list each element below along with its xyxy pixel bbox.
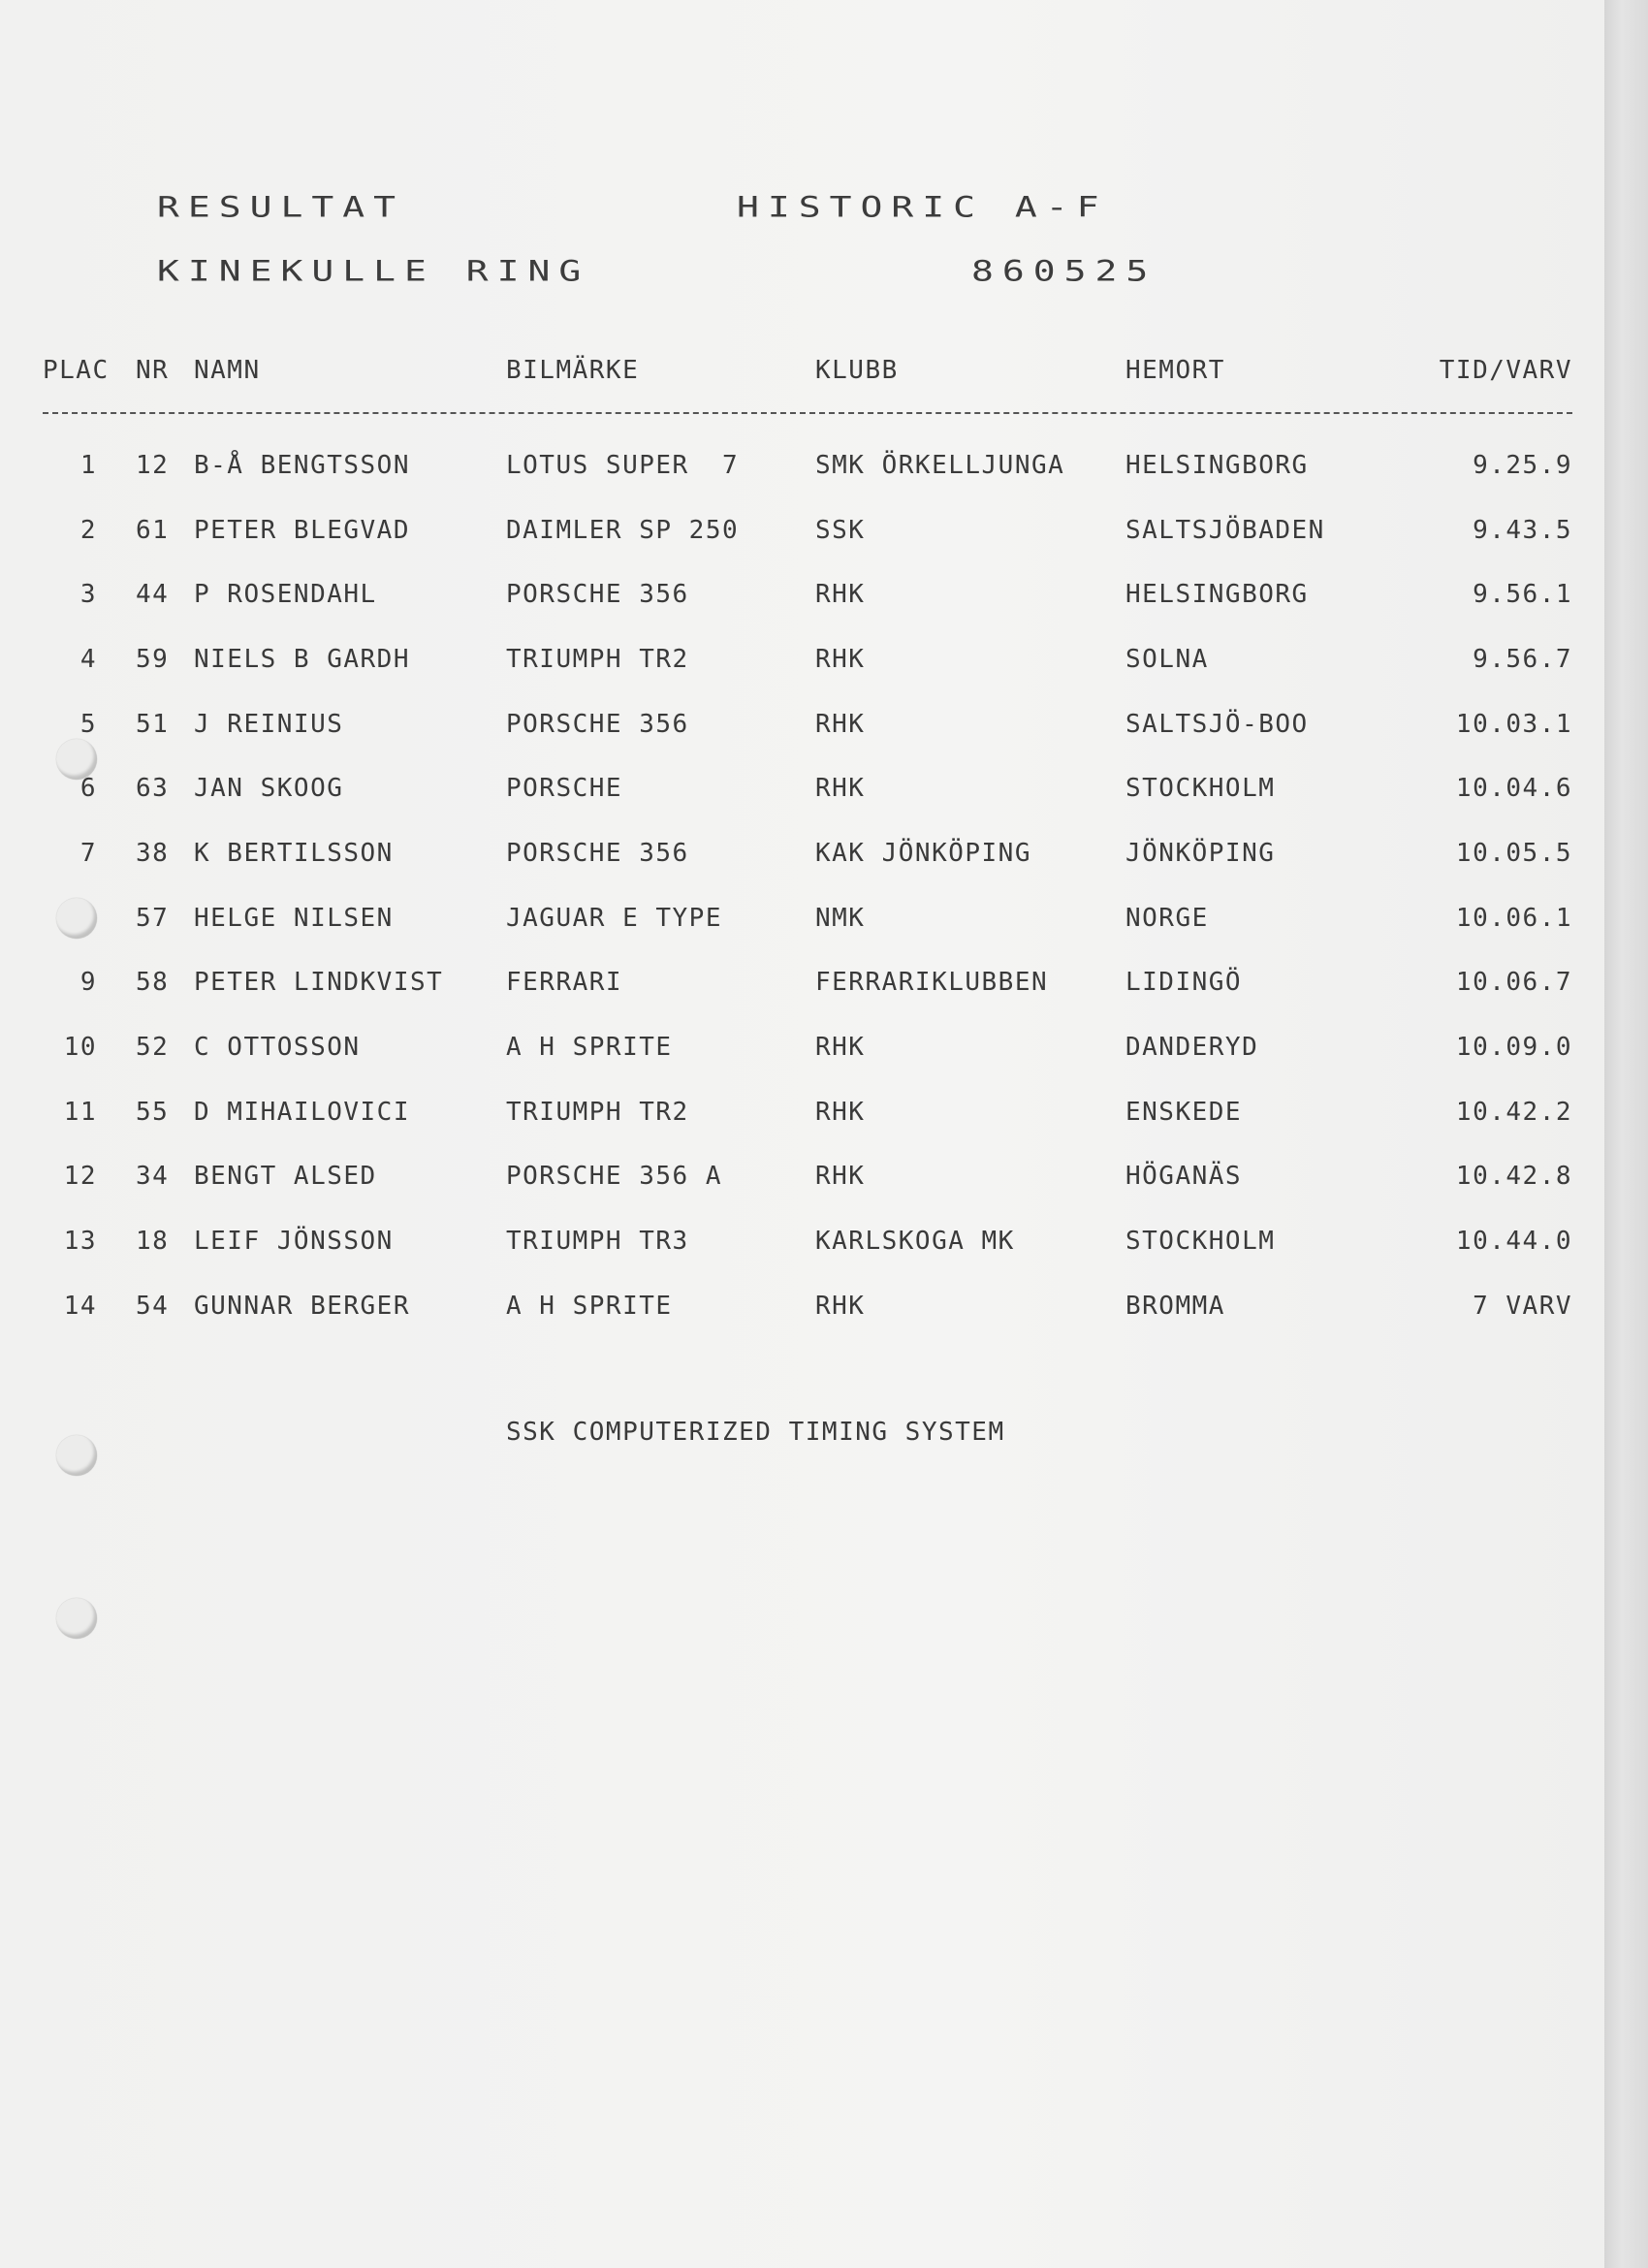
cell-klubb: KAK JÖNKÖPING bbox=[815, 839, 1031, 868]
cell-bilmarke: LOTUS SUPER 7 bbox=[506, 451, 740, 480]
header-plac: PLAC bbox=[43, 356, 110, 385]
cell-nr: 61 bbox=[136, 516, 170, 545]
punch-hole bbox=[56, 739, 97, 780]
cell-tid: 10.03.1 bbox=[1455, 710, 1572, 739]
table-row bbox=[0, 836, 1604, 875]
cell-namn: K BERTILSSON bbox=[194, 839, 394, 868]
table-row bbox=[0, 577, 1604, 616]
cell-plac: 5 bbox=[79, 710, 97, 739]
header-tid-varv: TID/VARV bbox=[1439, 356, 1572, 385]
header-bilmarke: BILMÄRKE bbox=[506, 356, 640, 385]
cell-namn: BENGT ALSED bbox=[194, 1162, 377, 1191]
cell-namn: J REINIUS bbox=[194, 710, 344, 739]
cell-klubb: RHK bbox=[815, 774, 866, 803]
header-divider bbox=[43, 412, 1572, 414]
cell-hemort: HELSINGBORG bbox=[1125, 580, 1309, 609]
cell-klubb: RHK bbox=[815, 710, 866, 739]
footer-text: SSK COMPUTERIZED TIMING SYSTEM bbox=[506, 1418, 1005, 1447]
title-date: 860525 bbox=[971, 254, 1157, 288]
cell-namn: P ROSENDAHL bbox=[194, 580, 377, 609]
cell-namn: HELGE NILSEN bbox=[194, 904, 394, 933]
cell-namn: LEIF JÖNSSON bbox=[194, 1227, 394, 1256]
cell-hemort: STOCKHOLM bbox=[1125, 774, 1276, 803]
cell-hemort: JÖNKÖPING bbox=[1125, 839, 1276, 868]
header-klubb: KLUBB bbox=[815, 356, 899, 385]
cell-klubb: KARLSKOGA MK bbox=[815, 1227, 1015, 1256]
cell-plac: 9 bbox=[79, 968, 97, 997]
table-row bbox=[0, 901, 1604, 940]
table-row bbox=[0, 1289, 1604, 1327]
cell-klubb: RHK bbox=[815, 580, 866, 609]
cell-bilmarke: PORSCHE bbox=[506, 774, 623, 803]
cell-nr: 58 bbox=[136, 968, 170, 997]
cell-hemort: HELSINGBORG bbox=[1125, 451, 1309, 480]
cell-nr: 38 bbox=[136, 839, 170, 868]
table-header bbox=[0, 353, 1604, 388]
cell-plac: 10 bbox=[63, 1033, 97, 1062]
table-row bbox=[0, 965, 1604, 1004]
cell-nr: 55 bbox=[136, 1098, 170, 1127]
cell-hemort: SOLNA bbox=[1125, 645, 1209, 674]
cell-bilmarke: JAGUAR E TYPE bbox=[506, 904, 722, 933]
cell-bilmarke: PORSCHE 356 A bbox=[506, 1162, 722, 1191]
cell-tid: 10.09.0 bbox=[1455, 1033, 1572, 1062]
table-row bbox=[0, 1030, 1604, 1069]
table-row bbox=[0, 707, 1604, 746]
cell-tid: 10.05.5 bbox=[1455, 839, 1572, 868]
cell-bilmarke: PORSCHE 356 bbox=[506, 839, 689, 868]
punch-hole bbox=[56, 1598, 97, 1639]
title-resultat: RESULTAT bbox=[157, 190, 405, 224]
scanner-background-edge bbox=[1604, 0, 1648, 2268]
cell-klubb: RHK bbox=[815, 1162, 866, 1191]
cell-tid: 10.06.7 bbox=[1455, 968, 1572, 997]
title-class: HISTORIC A-F bbox=[737, 190, 1108, 224]
cell-namn: D MIHAILOVICI bbox=[194, 1098, 410, 1127]
header-namn: NAMN bbox=[194, 356, 261, 385]
cell-nr: 18 bbox=[136, 1227, 170, 1256]
cell-plac: 13 bbox=[63, 1227, 97, 1256]
cell-klubb: RHK bbox=[815, 1033, 866, 1062]
cell-tid: 10.42.2 bbox=[1455, 1098, 1572, 1127]
table-row bbox=[0, 1095, 1604, 1134]
cell-nr: 52 bbox=[136, 1033, 170, 1062]
header-nr: NR bbox=[136, 356, 170, 385]
cell-tid: 10.04.6 bbox=[1455, 774, 1572, 803]
cell-nr: 51 bbox=[136, 710, 170, 739]
cell-nr: 44 bbox=[136, 580, 170, 609]
cell-nr: 34 bbox=[136, 1162, 170, 1191]
cell-bilmarke: FERRARI bbox=[506, 968, 623, 997]
table-row bbox=[0, 642, 1604, 681]
cell-plac: 7 bbox=[79, 839, 97, 868]
cell-tid: 10.44.0 bbox=[1455, 1227, 1572, 1256]
punch-hole bbox=[56, 1435, 97, 1476]
table-row bbox=[0, 771, 1604, 810]
cell-tid: 9.56.1 bbox=[1473, 580, 1572, 609]
cell-namn: JAN SKOOG bbox=[194, 774, 344, 803]
cell-hemort: SALTSJÖBADEN bbox=[1125, 516, 1325, 545]
cell-bilmarke: PORSCHE 356 bbox=[506, 710, 689, 739]
cell-plac: 4 bbox=[79, 645, 97, 674]
cell-namn: GUNNAR BERGER bbox=[194, 1292, 410, 1321]
cell-namn: PETER BLEGVAD bbox=[194, 516, 410, 545]
cell-tid: 7 VARV bbox=[1473, 1292, 1572, 1321]
cell-klubb: SSK bbox=[815, 516, 866, 545]
cell-tid: 10.42.8 bbox=[1455, 1162, 1572, 1191]
punch-hole bbox=[56, 898, 97, 939]
cell-plac: 6 bbox=[79, 774, 97, 803]
cell-bilmarke: A H SPRITE bbox=[506, 1033, 673, 1062]
cell-plac: 2 bbox=[79, 516, 97, 545]
cell-namn: C OTTOSSON bbox=[194, 1033, 361, 1062]
cell-hemort: BROMMA bbox=[1125, 1292, 1225, 1321]
cell-plac: 11 bbox=[63, 1098, 97, 1127]
title-track: KINEKULLE RING bbox=[157, 254, 590, 288]
cell-plac: 14 bbox=[63, 1292, 97, 1321]
cell-bilmarke: A H SPRITE bbox=[506, 1292, 673, 1321]
cell-hemort: LIDINGÖ bbox=[1125, 968, 1243, 997]
cell-klubb: NMK bbox=[815, 904, 866, 933]
table-row bbox=[0, 513, 1604, 552]
cell-namn: PETER LINDKVIST bbox=[194, 968, 444, 997]
cell-klubb: RHK bbox=[815, 1098, 866, 1127]
cell-tid: 9.43.5 bbox=[1473, 516, 1572, 545]
cell-klubb: RHK bbox=[815, 645, 866, 674]
cell-tid: 10.06.1 bbox=[1455, 904, 1572, 933]
cell-klubb: FERRARIKLUBBEN bbox=[815, 968, 1049, 997]
cell-hemort: NORGE bbox=[1125, 904, 1209, 933]
table-row bbox=[0, 448, 1604, 487]
cell-bilmarke: TRIUMPH TR2 bbox=[506, 1098, 689, 1127]
cell-plac: 1 bbox=[79, 451, 97, 480]
cell-nr: 63 bbox=[136, 774, 170, 803]
cell-hemort: SALTSJÖ-BOO bbox=[1125, 710, 1309, 739]
cell-plac: 12 bbox=[63, 1162, 97, 1191]
cell-plac: 3 bbox=[79, 580, 97, 609]
cell-bilmarke: DAIMLER SP 250 bbox=[506, 516, 740, 545]
cell-namn: B-Å BENGTSSON bbox=[194, 451, 410, 480]
header-hemort: HEMORT bbox=[1125, 356, 1225, 385]
cell-nr: 54 bbox=[136, 1292, 170, 1321]
cell-klubb: SMK ÖRKELLJUNGA bbox=[815, 451, 1065, 480]
cell-nr: 12 bbox=[136, 451, 170, 480]
cell-klubb: RHK bbox=[815, 1292, 866, 1321]
cell-tid: 9.56.7 bbox=[1473, 645, 1572, 674]
cell-namn: NIELS B GARDH bbox=[194, 645, 410, 674]
cell-nr: 59 bbox=[136, 645, 170, 674]
cell-hemort: HÖGANÄS bbox=[1125, 1162, 1243, 1191]
cell-hemort: STOCKHOLM bbox=[1125, 1227, 1276, 1256]
cell-hemort: ENSKEDE bbox=[1125, 1098, 1243, 1127]
cell-bilmarke: TRIUMPH TR3 bbox=[506, 1227, 689, 1256]
cell-tid: 9.25.9 bbox=[1473, 451, 1572, 480]
cell-bilmarke: PORSCHE 356 bbox=[506, 580, 689, 609]
table-row bbox=[0, 1224, 1604, 1262]
cell-nr: 57 bbox=[136, 904, 170, 933]
cell-bilmarke: TRIUMPH TR2 bbox=[506, 645, 689, 674]
cell-hemort: DANDERYD bbox=[1125, 1033, 1259, 1062]
table-row bbox=[0, 1159, 1604, 1198]
